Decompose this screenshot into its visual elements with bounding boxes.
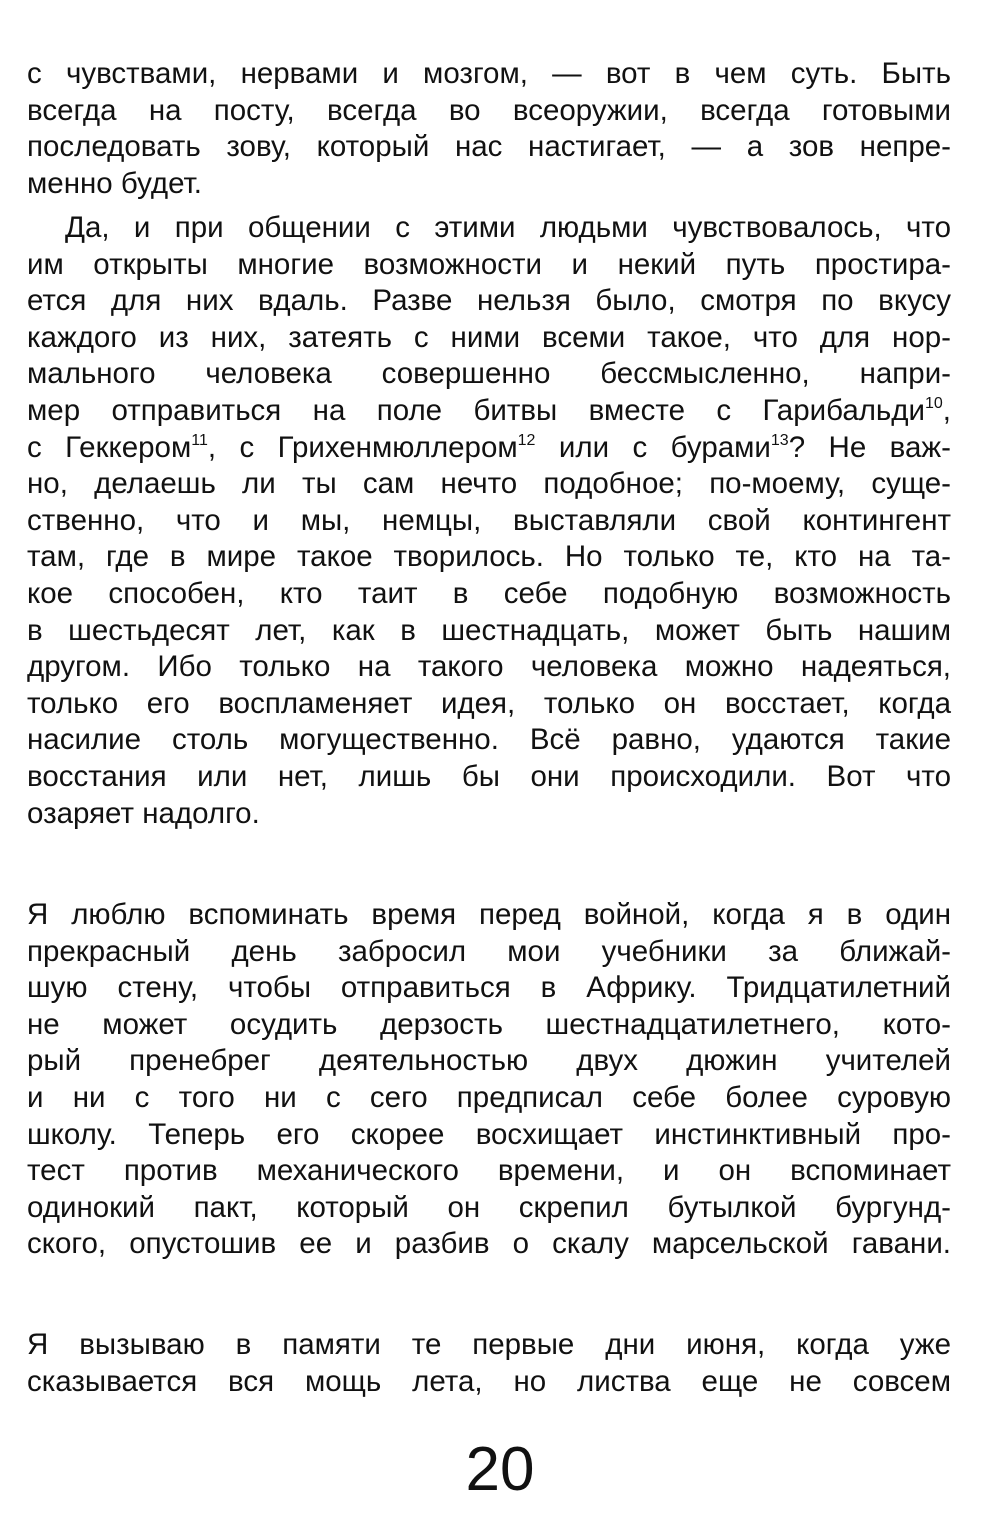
text-line: с чувствами, нервами и мозгом, — вот в чем суть. Быть [27, 57, 951, 90]
text-line: не может осудить дерзость шестнадцатилетнего, кото- [27, 1007, 951, 1041]
text-line: там, где в мире такое творилось. Но только те, кто на та- [27, 540, 951, 574]
text-line-with-footnotes [27, 430, 951, 467]
footnote-marker: 12 [517, 431, 536, 449]
text-line: ского, опустошив ее и разбив о скалу марсельской гавани. [27, 1227, 951, 1261]
text-line: ется для них вдаль. Разве нельзя было, смотря по вкусу [27, 284, 951, 318]
text-line: мального человека совершенно бессмысленно, напри- [27, 357, 951, 391]
text-line: Да, и при общении с этими людьми чувствовалось, что [65, 211, 951, 244]
text-fragment: мер отправиться на поле битвы вместе с Гарибальди [27, 393, 925, 427]
text-line: им открыты многие возможности и некий путь простира- [27, 247, 951, 281]
text-line: рый пренебрег деятельностью двух дюжин учителей [27, 1044, 951, 1078]
text-line: озаряет надолго. [27, 796, 260, 830]
text-line: тест против механического времени, и он вспоминает [27, 1154, 951, 1188]
text-line: в шестьдесят лет, как в шестнадцать, может быть нашим [27, 613, 951, 647]
footnote-marker: 10 [925, 394, 943, 412]
text-line: насилие столь могущественно. Всё равно, удаются такие [27, 723, 951, 757]
text-line: шую стену, чтобы отправиться в Африку. Тридцатилетний [27, 971, 951, 1005]
text-line: прекрасный день забросил мои учебники за ближай- [27, 934, 951, 968]
text-line: менно будет. [27, 166, 202, 200]
paragraph-1 [27, 56, 951, 202]
text-line: сказывается вся мощь лета, но листва еще не совсем [27, 1364, 951, 1398]
footnote-marker: 13 [770, 431, 789, 449]
text-line: одинокий пакт, который он скрепил бутылкой бургунд- [27, 1190, 951, 1224]
page-number: 20 [465, 1435, 535, 1504]
paragraph-4 [27, 1327, 951, 1400]
text-line: восстания или нет, лишь бы они происходили. Вот что [27, 759, 951, 793]
text-line: другом. Ибо только на такого человека можно надеяться, [27, 650, 951, 684]
text-line: только его воспламеняет идея, только он восстает, когда [27, 686, 951, 720]
text-line: и ни с того ни с сего предписал себе более суровую [27, 1080, 951, 1114]
text-line: всегда на посту, всегда во всеоружии, всегда готовыми [27, 93, 951, 127]
text-line: ственно, что и мы, немцы, выставляли свой контингент [27, 503, 951, 537]
text-fragment: ? Не важ- [788, 430, 951, 464]
text-fragment: , с Грихенмюллером [207, 430, 518, 464]
text-fragment: с Геккером [27, 430, 192, 464]
footnote-marker: 11 [191, 431, 208, 449]
text-line: кое способен, кто таит в себе подобную возможность [27, 576, 951, 610]
text-line: Я вызываю в памяти те первые дни июня, когда уже [27, 1328, 951, 1361]
text-line: последовать зову, который нас настигает, — а зов непре- [27, 130, 951, 164]
text-fragment: или с бурами [535, 430, 771, 464]
text-line: Я люблю вспоминать время перед войной, когда я в один [27, 898, 951, 931]
text-line-with-footnote: мер отправиться на поле битвы вместе с Гарибальди$^{10}$, [27, 393, 951, 427]
paragraph-3 [27, 897, 951, 1263]
text-line: каждого из них, затеять с ними всеми такое, что для нор- [27, 320, 951, 354]
paragraph-2 [27, 210, 951, 832]
text-line: школу. Теперь его скорее восхищает инстинктивный про- [27, 1117, 951, 1151]
text-line: но, делаешь ли ты сам нечто подобное; по-моему, суще- [27, 467, 951, 501]
